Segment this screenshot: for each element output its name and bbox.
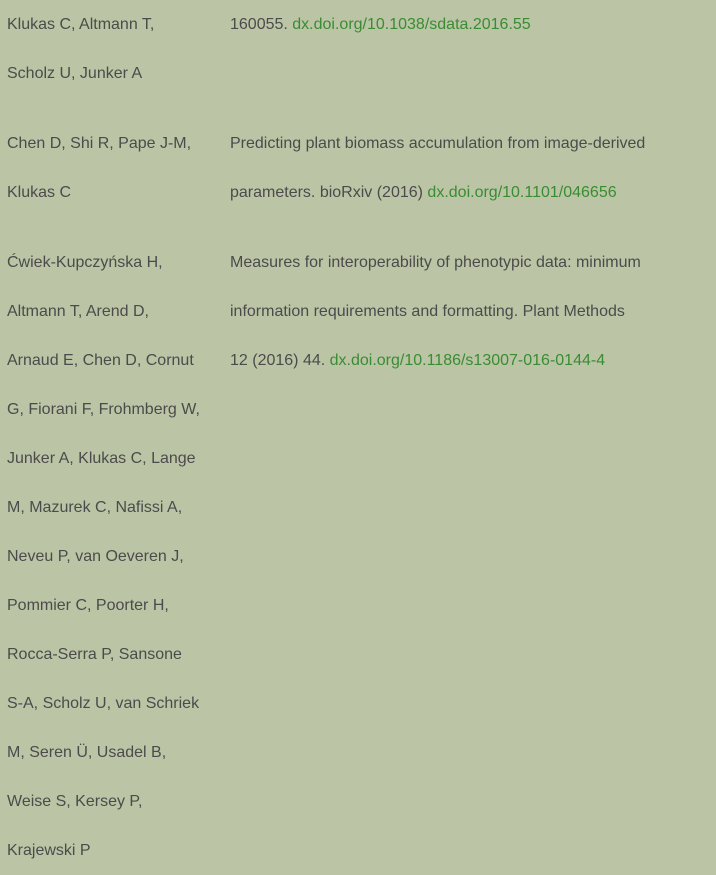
citation-text: 160055. xyxy=(230,16,293,33)
reference-row xyxy=(7,0,706,98)
author-line: Altmann T, Arend D, xyxy=(7,303,149,320)
author-line: Neveu P, van Oeveren J, xyxy=(7,548,184,565)
author-line: Klukas C, Altmann T, xyxy=(7,16,155,33)
citation-line xyxy=(230,336,706,385)
author-line: M, Seren Ü, Usadel B, xyxy=(7,744,167,761)
author-line: Klukas C xyxy=(7,184,72,201)
reference-citation xyxy=(230,119,706,217)
reference-citation xyxy=(230,238,706,385)
author-line: M, Mazurek C, Nafissi A, xyxy=(7,499,183,516)
author-line: Rocca-Serra P, Sansone xyxy=(7,646,182,663)
doi-link[interactable]: dx.doi.org/10.1101/046656 xyxy=(427,184,617,201)
citation-line xyxy=(230,168,706,217)
citation-text: Predicting plant biomass accumulation from image-derived xyxy=(230,135,646,152)
citation-text: information requirements and formatting. Plant Methods xyxy=(230,303,625,320)
author-line: S-A, Scholz U, van Schriek xyxy=(7,695,200,712)
author-line: Arnaud E, Chen D, Cornut xyxy=(7,352,194,369)
author-line: Krajewski P xyxy=(7,842,91,859)
reference-citation xyxy=(230,0,706,49)
author-line: Scholz U, Junker A xyxy=(7,65,143,82)
citation-line xyxy=(230,287,706,336)
author-line: G, Fiorani F, Frohmberg W, xyxy=(7,401,200,418)
reference-authors xyxy=(7,0,230,98)
author-line: Pommier C, Poorter H, xyxy=(7,597,169,614)
citation-text: 12 (2016) 44. xyxy=(230,352,330,369)
doi-link[interactable]: dx.doi.org/10.1038/sdata.2016.55 xyxy=(292,16,531,33)
author-line: Weise S, Kersey P, xyxy=(7,793,143,810)
reference-row xyxy=(7,238,706,875)
citation-line xyxy=(230,119,706,168)
citation-line xyxy=(230,0,706,49)
author-line: Junker A, Klukas C, Lange xyxy=(7,450,196,467)
reference-row xyxy=(7,119,706,217)
doi-link[interactable]: dx.doi.org/10.1186/s13007-016-0144-4 xyxy=(329,352,606,369)
reference-authors xyxy=(7,238,230,875)
reference-authors xyxy=(7,119,230,217)
author-line: Ćwiek-Kupczyńska H, xyxy=(7,254,163,271)
author-line: Chen D, Shi R, Pape J-M, xyxy=(7,135,192,152)
citation-text: Measures for interoperability of phenotypic data: minimum xyxy=(230,254,641,271)
citation-text: parameters. bioRxiv (2016) xyxy=(230,184,428,201)
citation-line xyxy=(230,238,706,287)
